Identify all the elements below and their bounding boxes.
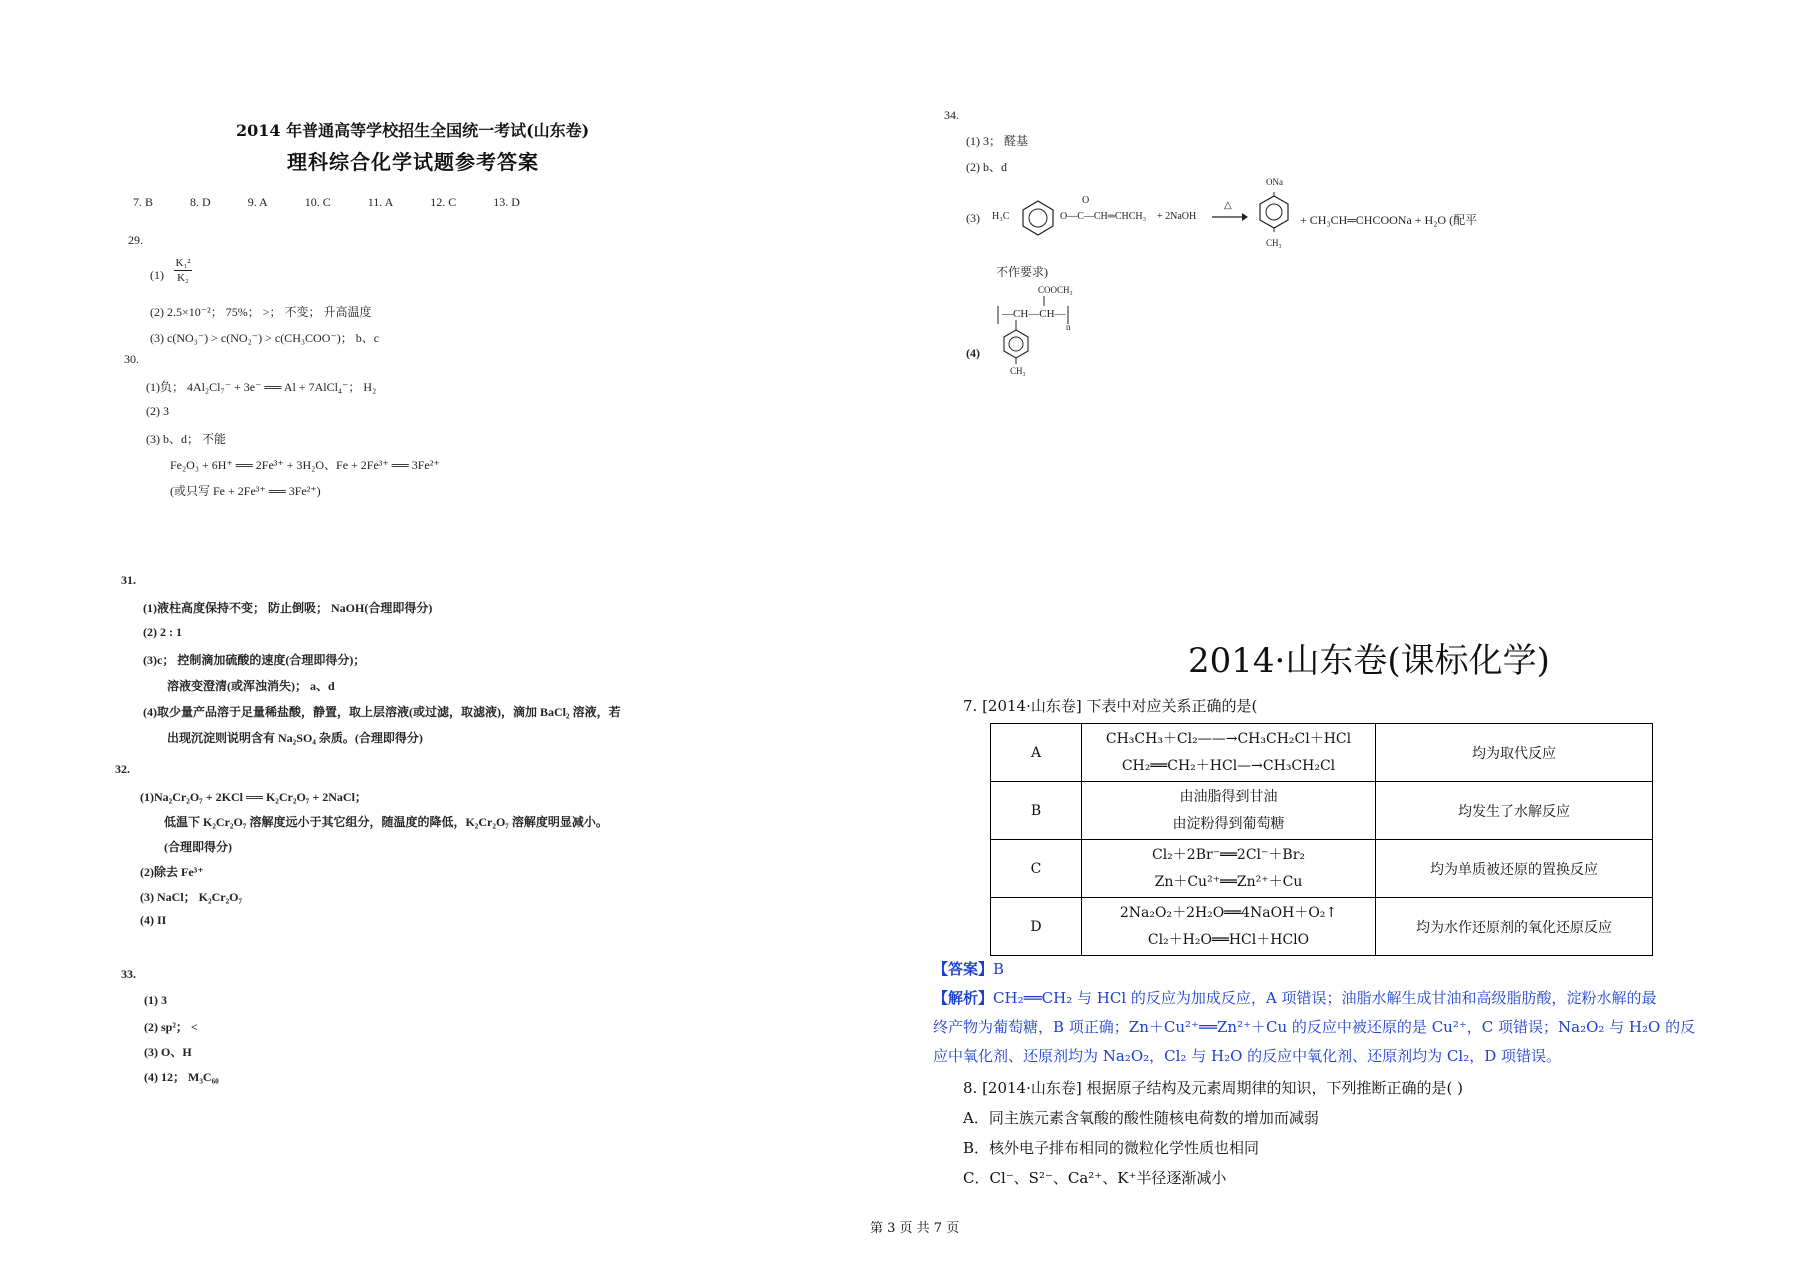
- q29-part1-prefix: (1): [150, 268, 164, 282]
- mc-answer: 12. C: [430, 195, 457, 209]
- q34-part3-prefix: (3): [966, 211, 980, 225]
- q8-option-c: C．Cl⁻、S²⁻、Ca²⁺、K⁺半径逐渐减小: [963, 1169, 1227, 1187]
- q34-polymer-n: n: [1066, 322, 1071, 332]
- q30-part3: (3) b、d； 不能: [146, 432, 226, 446]
- carbonyl-oxygen: O: [1082, 195, 1090, 206]
- q30-part1: (1)负； 4Al₂Cl₇⁻ + 3e⁻ ══ Al + 7AlCl₄⁻； H₂: [146, 380, 377, 394]
- q34-part2: (2) b、d: [966, 160, 1007, 174]
- q32-part1: (1)Na₂Cr₂O₇ + 2KCl ══ K₂Cr₂O₇ + 2NaCl；: [140, 790, 367, 804]
- fraction-numerator: K₁²: [175, 257, 191, 269]
- q33-part3: (3) O、H: [144, 1045, 192, 1059]
- q30-part3-note: (或只写 Fe + 2Fe³⁺ ══ 3Fe²⁺): [170, 484, 321, 498]
- q8-option-b: B．核外电子排布相同的微粒化学性质也相同: [963, 1139, 1260, 1157]
- table-row: [991, 724, 1653, 782]
- option-content: 2Na₂O₂＋2H₂O══4NaOH＋O₂↑ Cl₂＋H₂O══HCl＋HClO: [1082, 898, 1376, 956]
- q34-product-ch3: CH₃: [1266, 238, 1282, 248]
- q30-part2: (2) 3: [146, 404, 169, 418]
- mc-answer: 10. C: [304, 195, 331, 209]
- answer-key-header-line1: 2014 年普通高等学校招生全国统一考试(山东卷): [236, 121, 590, 140]
- q7-analysis-line1: 【解析】CH₂══CH₂ 与 HCl 的反应为加成反应，A 项错误；油脂水解生成甘油和高级脂肪酸，淀粉水解的最: [933, 989, 1657, 1007]
- section-title: 2014·山东卷(课标化学): [1188, 641, 1550, 681]
- q7-options-table: [990, 723, 1653, 956]
- option-description: 均发生了水解反应: [1376, 782, 1653, 840]
- q29-part3: (3) c(NO₃⁻) > c(NO₂⁻) > c(CH₃COO⁻)； b、c: [150, 331, 380, 345]
- option-key: A: [991, 724, 1082, 782]
- q32-part1-note: (合理即得分): [164, 840, 232, 854]
- mc-answer: 7. B: [133, 195, 154, 209]
- answer-key-header-line2: 理科综合化学试题参考答案: [287, 150, 539, 174]
- option-content: 由油脂得到甘油 由淀粉得到葡萄糖: [1082, 782, 1376, 840]
- q34-part3-methyl: H₃C: [992, 211, 1010, 222]
- option-key: B: [991, 782, 1082, 840]
- q34-part1: (1) 3； 醛基: [966, 134, 1028, 148]
- option-key: D: [991, 898, 1082, 956]
- q34-polymer-ch3: CH₃: [1010, 366, 1026, 376]
- q31-part3-cont: 溶液变澄清(或浑浊消失)； a、d: [167, 679, 335, 693]
- option-description: 均为单质被还原的置换反应: [1376, 840, 1653, 898]
- q30-part3-equations: Fe₂O₃ + 6H⁺ ══ 2Fe³⁺ + 3H₂O、Fe + 2Fe³⁺ ══ 3Fe²⁺: [170, 458, 440, 472]
- q34-part4-prefix: (4): [966, 346, 980, 360]
- q32-number: 32.: [115, 762, 130, 776]
- q33-part2: (2) sp²； <: [144, 1020, 198, 1034]
- answer-tag: 【答案】: [933, 960, 994, 978]
- q31-part1: (1)液柱高度保持不变； 防止倒吸； NaOH(合理即得分): [143, 601, 433, 615]
- q34-part3-ester: O—C—CH═CHCH₃: [1060, 211, 1147, 222]
- q29-part1-fraction: [174, 257, 192, 284]
- mc-answer: 13. D: [493, 195, 520, 209]
- q34-part3-note: 不作要求): [996, 265, 1048, 279]
- q7-analysis-line3: 应中氧化剂、还原剂均为 Na₂O₂，Cl₂ 与 H₂O 的反应中氧化剂、还原剂均为 Cl₂，D 项错误。: [933, 1047, 1561, 1065]
- q32-part4: (4) II: [140, 913, 167, 927]
- benzene-ring-icon: [1256, 192, 1292, 232]
- q32-part2: (2)除去 Fe³⁺: [140, 865, 204, 879]
- table-row: [991, 782, 1653, 840]
- q34-part3-reagent: + 2NaOH: [1157, 211, 1197, 222]
- option-content: CH₃CH₃＋Cl₂——→CH₃CH₂Cl＋HCl CH₂══CH₂＋HCl—→CH₃CH₂Cl: [1082, 724, 1376, 782]
- q34-product-ona: ONa: [1266, 177, 1283, 187]
- q8-option-a: A．同主族元素含氧酸的酸性随核电荷数的增加而减弱: [963, 1109, 1319, 1127]
- option-description: 均为水作还原剂的氧化还原反应: [1376, 898, 1653, 956]
- q34-number: 34.: [944, 108, 959, 122]
- q29-number: 29.: [128, 233, 143, 247]
- q31-number: 31.: [121, 573, 136, 587]
- q29-part2: (2) 2.5×10⁻²； 75%； >； 不变； 升高温度: [150, 305, 372, 319]
- page-number: 第 3 页 共 7 页: [870, 1221, 960, 1236]
- option-description: 均为取代反应: [1376, 724, 1653, 782]
- mc-answer: 8. D: [190, 195, 211, 209]
- q33-part1: (1) 3: [144, 993, 167, 1007]
- benzene-ring-icon: [1018, 198, 1058, 238]
- q33-number: 33.: [121, 967, 136, 981]
- mc-answer: 9. A: [247, 195, 268, 209]
- mc-answer: 11. A: [367, 195, 394, 209]
- q32-part1-explanation: 低温下 K₂Cr₂O₇ 溶解度远小于其它组分，随温度的降低，K₂Cr₂O₇ 溶解度明显减小。: [164, 815, 608, 829]
- q31-part3: (3)c； 控制滴加硫酸的速度(合理即得分)；: [143, 653, 366, 667]
- table-row: [991, 840, 1653, 898]
- q33-part4: (4) 12； M₃C₆₀: [144, 1070, 219, 1084]
- table-row: [991, 898, 1653, 956]
- option-content: Cl₂＋2Br⁻══2Cl⁻＋Br₂ Zn＋Cu²⁺══Zn²⁺＋Cu: [1082, 840, 1376, 898]
- mc-answers: [133, 195, 554, 210]
- q8-stem: 8. [2014·山东卷] 根据原子结构及元素周期律的知识，下列推断正确的是( ): [963, 1079, 1463, 1097]
- q34-polymer-ester: COOCH₃: [1038, 285, 1073, 295]
- reaction-arrow-icon: [1212, 213, 1248, 221]
- q34-part3-rest: + CH₃CH═CHCOONa + H₂O (配平: [1300, 213, 1478, 227]
- answer-value: B: [993, 960, 1005, 978]
- option-key: C: [991, 840, 1082, 898]
- analysis-tag: 【解析】: [933, 989, 994, 1007]
- q30-number: 30.: [124, 352, 139, 366]
- q31-part4: (4)取少量产品溶于足量稀盐酸，静置，取上层溶液(或过滤，取滤液)，滴加 BaCl₂ 溶液，若: [143, 705, 621, 719]
- q7-stem: 7. [2014·山东卷] 下表中对应关系正确的是(: [963, 697, 1258, 715]
- q31-part2: (2) 2 : 1: [143, 625, 182, 639]
- q31-part4-cont: 出现沉淀则说明含有 Na₂SO₄ 杂质。(合理即得分): [167, 731, 423, 745]
- q7-answer: [933, 954, 1004, 984]
- q34-polymer-chain: —CH—CH—: [1002, 308, 1066, 320]
- q7-analysis-line2: 终产物为葡萄糖，B 项正确；Zn＋Cu²⁺══Zn²⁺＋Cu 的反应中被还原的是 Cu²⁺，C 项错误；Na₂O₂ 与 H₂O 的反: [933, 1018, 1696, 1036]
- q32-part3: (3) NaCl； K₂Cr₂O₇: [140, 890, 243, 904]
- polymer-structure-icon: [994, 296, 1074, 376]
- heat-symbol: △: [1224, 200, 1232, 211]
- fraction-denominator: K₂: [177, 272, 189, 284]
